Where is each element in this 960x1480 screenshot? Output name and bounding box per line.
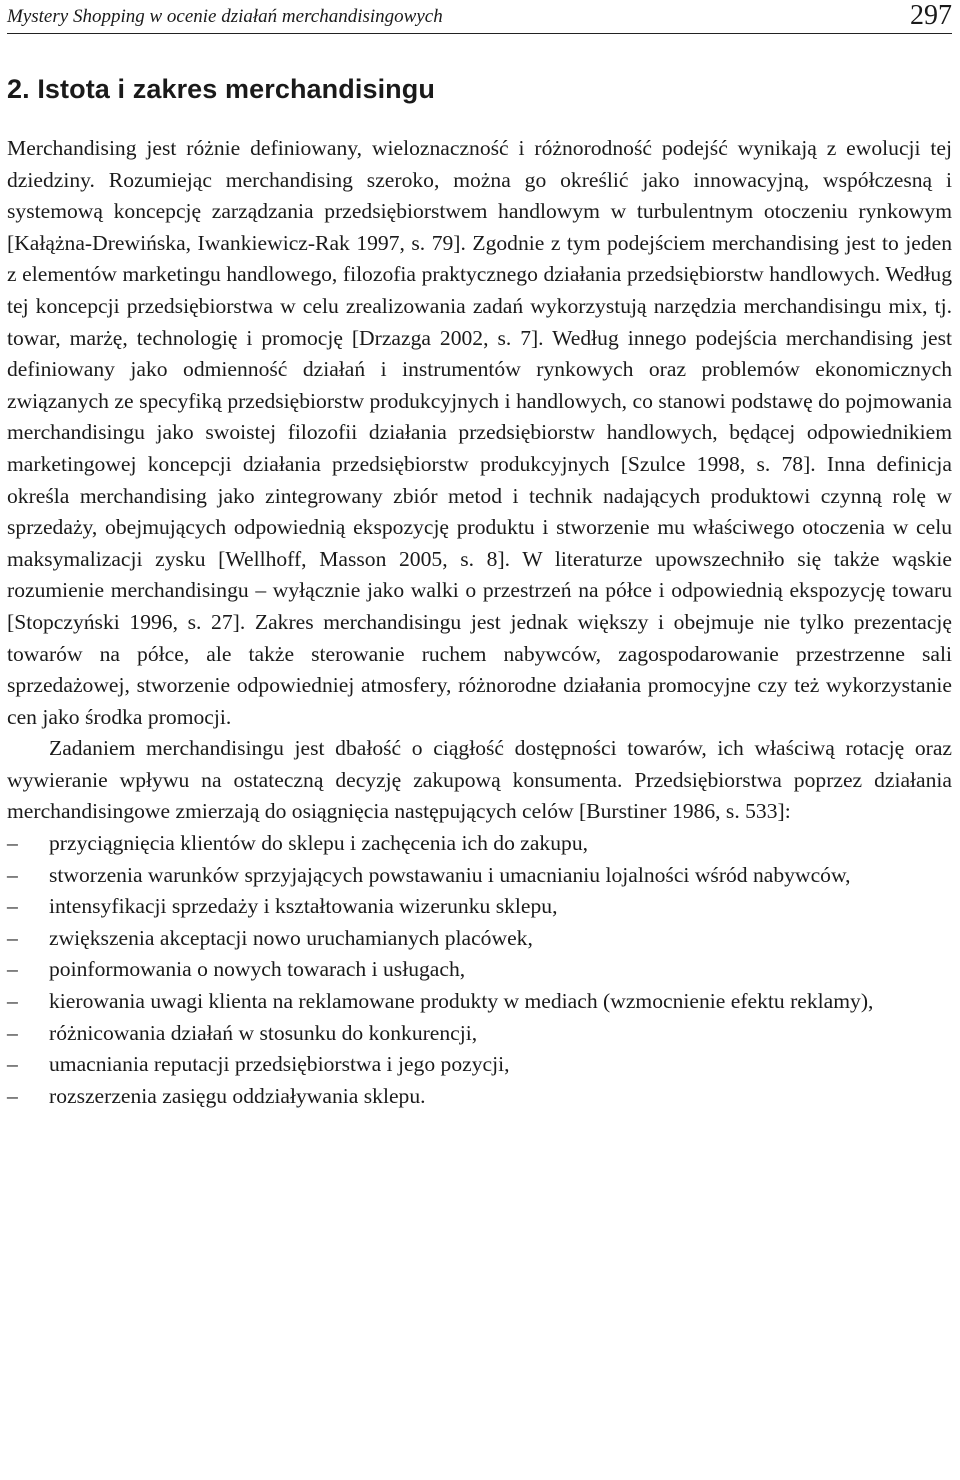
list-item bbox=[7, 923, 952, 955]
list-item-text: stworzenia warunków sprzyjających powstawaniu i umacnianiu lojalności wśród nabywców, bbox=[49, 862, 851, 887]
list-dash: – bbox=[7, 862, 18, 887]
list-item bbox=[7, 1081, 952, 1113]
goals-list bbox=[7, 828, 952, 1112]
list-item bbox=[7, 828, 952, 860]
list-item bbox=[7, 891, 952, 923]
body-text bbox=[7, 133, 952, 828]
list-item bbox=[7, 954, 952, 986]
list-item bbox=[7, 986, 952, 1018]
list-item-text: umacniania reputacji przedsiębiorstwa i jego pozycji, bbox=[49, 1052, 510, 1077]
list-item-text: intensyfikacji sprzedaży i kształtowania wizerunku sklepu, bbox=[49, 894, 558, 919]
list-item bbox=[7, 1049, 952, 1081]
list-dash: – bbox=[7, 989, 18, 1014]
paragraph-1: Merchandising jest różnie definiowany, wieloznaczność i różnorodność podejść wynikają z ewolucji tej dziedziny. Rozumiejąc merchandising szeroko, można go określić jako innowacyjną, współczesną i systemową koncepcję zarządzania przedsiębiorstwem handlowym w turbulentnym otoczeniu rynkowym [Kałążna-Drewińska, Iwankiewicz-Rak 1997, s. 79]. Zgodnie z tym podejściem merchandising jest to jeden z elementów marketingu handlowego, filozofia praktycznego działania przedsiębiorstw handlowych. Według tej koncepcji przedsiębiorstwa w celu zrealizowania zadań wykorzystują narzędzia merchandisingu mix, tj. towar, marżę, technologię i promocję [Drzazga 2002, s. 7]. Według innego podejścia merchandising jest definiowany jako odmienność działań i instrumentów rynkowych oraz problemów ekonomicznych związanych ze specyfiką przedsiębiorstw produkcyjnych i handlowych, co stanowi podstawę do pojmowania merchandisingu jako swoistej filozofii działania przedsiębiorstw handlowych, będącej odpowiednikiem marketingowej koncepcji działania przedsiębiorstw produkcyjnych [Szulce 1998, s. 78]. Inna definicja określa merchandising jako zintegrowany zbiór metod i technik nadających produktowi czynną rolę w sprzedaży, obejmujących odpowiednią ekspozycję produktu i stworzenie mu właściwego otoczenia w celu maksymalizacji zysku [Wellhoff, Masson 2005, s. 8]. W literaturze upowszechniło się także wąskie rozumienie merchandisingu – wyłącznie jako walki o przestrzeń na półce i odpowiednią ekspozycję towaru [Stopczyński 1996, s. 27]. Zakres merchandisingu jest jednak większy i obejmuje nie tylko prezentację towarów na półce, ale także sterowanie ruchem nabywców, zagospodarowanie przestrzenne sali sprzedażowej, stworzenie odpowiedniej atmosfery, różnorodne działania promocyjne czy też wykorzystanie cen jako środka promocji. bbox=[7, 136, 952, 729]
list-item bbox=[7, 1018, 952, 1050]
section-heading: 2. Istota i zakres merchandisingu bbox=[7, 74, 435, 104]
list-dash: – bbox=[7, 1083, 18, 1108]
list-dash: – bbox=[7, 957, 18, 982]
page-number: 297 bbox=[910, 0, 952, 31]
list-dash: – bbox=[7, 1052, 18, 1077]
list-item-text: rozszerzenia zasięgu oddziaływania sklepu. bbox=[49, 1083, 426, 1108]
list-item-text: kierowania uwagi klienta na reklamowane produkty w mediach (wzmocnienie efektu reklamy), bbox=[49, 989, 874, 1014]
list-dash: – bbox=[7, 925, 18, 950]
paragraph-2: Zadaniem merchandisingu jest dbałość o ciągłość dostępności towarów, ich właściwą rotację oraz wywieranie wpływu na ostateczną decyzję zakupową konsumenta. Przedsiębiorstwa poprzez działania merchandisingowe zmierzają do osiągnięcia następujących celów [Burstiner 1986, s. 533]: bbox=[7, 736, 952, 824]
list-dash: – bbox=[7, 894, 18, 919]
list-dash: – bbox=[7, 1020, 18, 1045]
list-item bbox=[7, 860, 952, 892]
list-item-text: zwiększenia akceptacji nowo uruchamianych placówek, bbox=[49, 925, 533, 950]
list-item-text: różnicowania działań w stosunku do konkurencji, bbox=[49, 1020, 478, 1045]
running-header bbox=[7, 0, 952, 34]
running-header-title bbox=[7, 6, 443, 33]
list-item-text: przyciągnięcia klientów do sklepu i zachęcenia ich do zakupu, bbox=[49, 831, 589, 856]
running-header-title-italic: Mystery Shopping bbox=[7, 6, 145, 27]
running-header-title-rest: w ocenie działań merchandisingowych bbox=[144, 6, 443, 27]
list-item-text: poinformowania o nowych towarach i usługach, bbox=[49, 957, 466, 982]
list-dash: – bbox=[7, 831, 18, 856]
